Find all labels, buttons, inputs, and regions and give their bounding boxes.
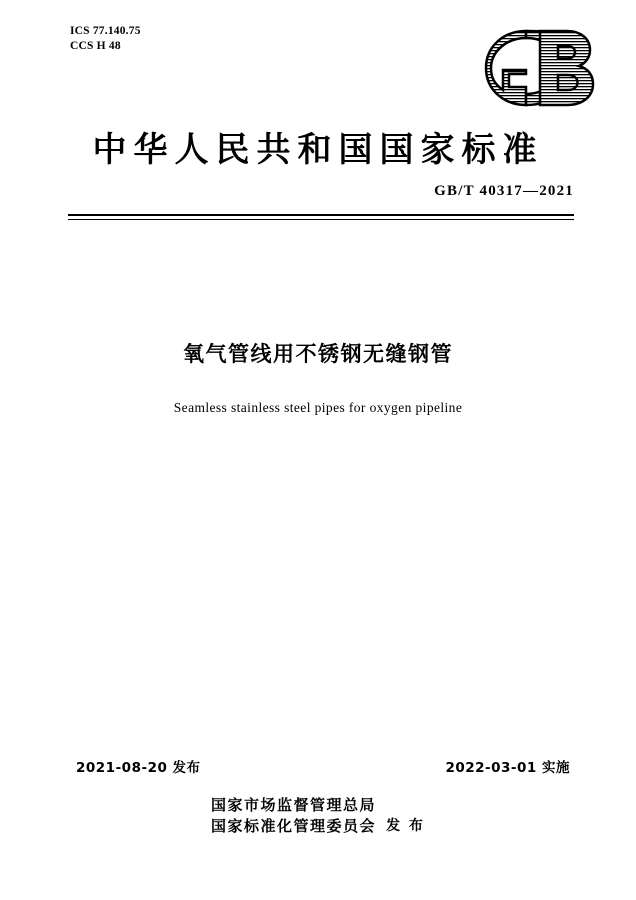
divider-bottom — [68, 219, 574, 220]
gb-national-standard-logo-icon — [474, 26, 596, 110]
effective-date: 2022-03-01 实施 — [445, 760, 570, 776]
publisher-block — [0, 795, 636, 837]
document-title-cn: 氧气管线用不锈钢无缝钢管 — [183, 342, 453, 366]
document-title-en: Seamless stainless steel pipes for oxygen pipeline — [173, 400, 463, 415]
standard-number: GB/T 40317—2021 — [434, 183, 574, 199]
dates-row — [76, 756, 570, 776]
classification-codes — [70, 24, 141, 54]
ics-code: ICS 77.140.75 — [70, 25, 141, 37]
publisher-line-2: 国家标准化管理委员会 — [211, 817, 377, 835]
page-title: 中华人民共和国国家标准 — [92, 130, 544, 170]
cover-header — [70, 24, 596, 134]
ccs-code: CCS H 48 — [70, 40, 121, 52]
publisher-names — [211, 795, 376, 837]
publisher-verb: 发 布 — [386, 818, 425, 834]
divider-top — [68, 214, 574, 216]
issue-date: 2021-08-20 发布 — [76, 760, 201, 776]
publisher-line-1: 国家市场监督管理总局 — [211, 796, 377, 814]
